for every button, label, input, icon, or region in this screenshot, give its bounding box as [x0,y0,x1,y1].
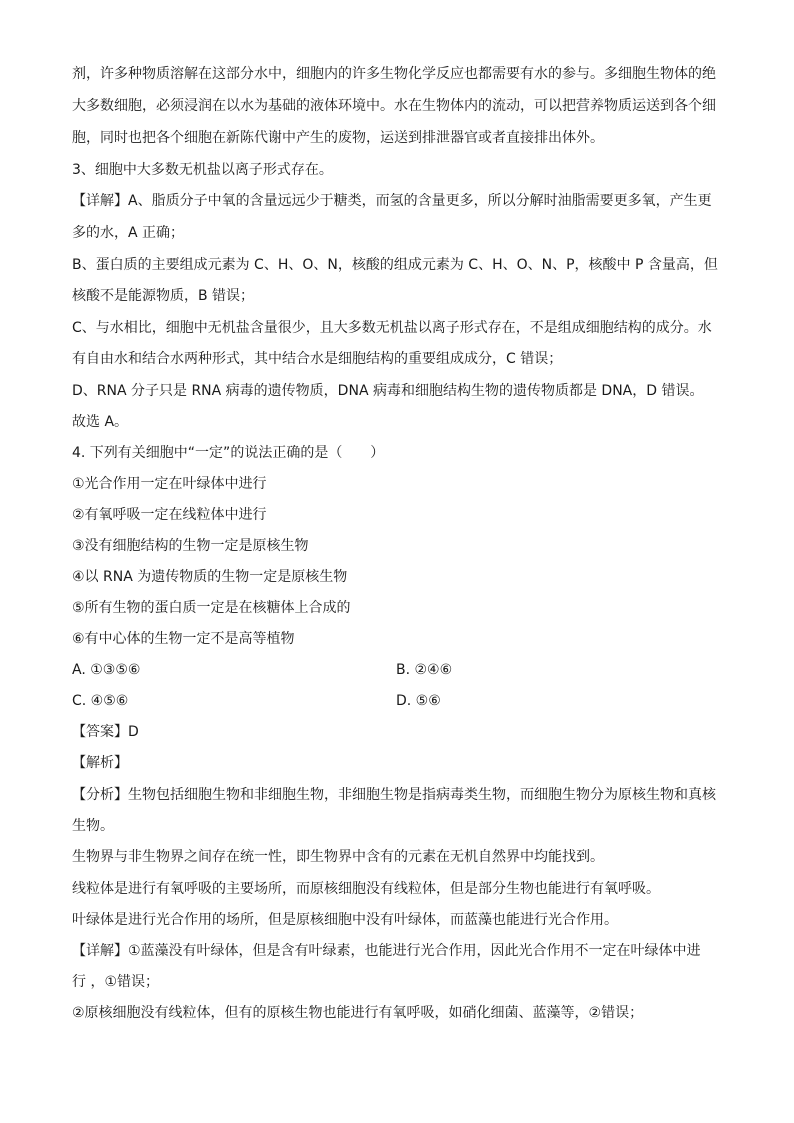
text-line: 生物。 [72,818,114,834]
text-line: 行 ，①错误； [72,974,160,990]
text-line: 核酸不是能源物质，B 错误； [72,288,255,304]
text-line: 3、细胞中大多数无机盐以离子形式存在。 [72,162,333,178]
option-c: C. ④⑤⑥ [72,693,129,709]
text-line: 生物界与非生物界之间存在统一性，即生物界中含有的元素在无机自然界中均能找到。 [72,849,604,865]
text-line: 【分析】生物包括细胞生物和非细胞生物，非细胞生物是指病毒类生物，而细胞生物分为原核生物和真核 [72,787,716,803]
text-line: 有自由水和结合水两种形式，其中结合水是细胞结构的重要组成成分，C 错误； [72,351,563,367]
text-line: 故选 A。 [72,414,129,430]
statement-item: ⑥有中心体的生物一定不是高等植物 [72,631,295,647]
text-line: 胞，同时也把各个细胞在新陈代谢中产生的废物，运送到排泄器官或者直接排出体外。 [72,130,604,146]
statement-item: ③没有细胞结构的生物一定是原核生物 [72,538,309,554]
text-line: 大多数细胞，必须浸润在以水为基础的液体环境中。水在生物体内的流动，可以把营养物质运送到各个细 [72,98,716,114]
text-line: 多的水，A 正确； [72,225,185,241]
text-line: 线粒体是进行有氧呼吸的主要场所，而原核细胞没有线粒体，但是部分生物也能进行有氧呼吸。 [72,881,660,897]
text-line: ②原核细胞没有线粒体，但有的原核生物也能进行有氧呼吸，如硝化细菌、蓝藻等，②错误； [72,1005,644,1021]
text-line: B、蛋白质的主要组成元素为 C、H、O、N，核酸的组成元素为 C、H、O、N、P，核酸中 P 含量高，但 [72,257,718,273]
text-line: D、RNA 分子只是 RNA 病毒的遗传物质，DNA 病毒和细胞结构生物的遗传物质都是 DNA，D 错误。 [72,383,704,399]
text-line: 【详解】A、脂质分子中氧的含量远远少于糖类，而氢的含量更多，所以分解时油脂需要更多氧，产生更 [72,193,712,209]
statement-item: ①光合作用一定在叶绿体中进行 [72,476,267,492]
statement-item: ②有氧呼吸一定在线粒体中进行 [72,507,267,523]
statement-item: ④以 RNA 为遗传物质的生物一定是原核生物 [72,569,348,585]
question-stem: 4. 下列有关细胞中“一定”的说法正确的是（ ） [72,445,385,461]
text-line: 【详解】①蓝藻没有叶绿体，但是含有叶绿素，也能进行光合作用，因此光合作用不一定在叶绿体中进 [72,943,701,959]
option-a: A. ①③⑤⑥ [72,662,141,678]
answer-line: 【答案】D [72,724,139,740]
analysis-heading: 【解析】 [72,755,128,771]
text-line: 剂，许多种物质溶解在这部分水中，细胞内的许多生物化学反应也都需要有水的参与。多细胞生物体的绝 [72,66,716,82]
statement-item: ⑤所有生物的蛋白质一定是在核糖体上合成的 [72,600,351,616]
option-d: D. ⑤⑥ [396,693,441,709]
text-line: C、与水相比，细胞中无机盐含量很少，且大多数无机盐以离子形式存在，不是组成细胞结构的成分。水 [72,320,712,336]
option-b: B. ②④⑥ [396,662,453,678]
text-line: 叶绿体是进行光合作用的场所，但是原核细胞中没有叶绿体，而蓝藻也能进行光合作用。 [72,912,618,928]
